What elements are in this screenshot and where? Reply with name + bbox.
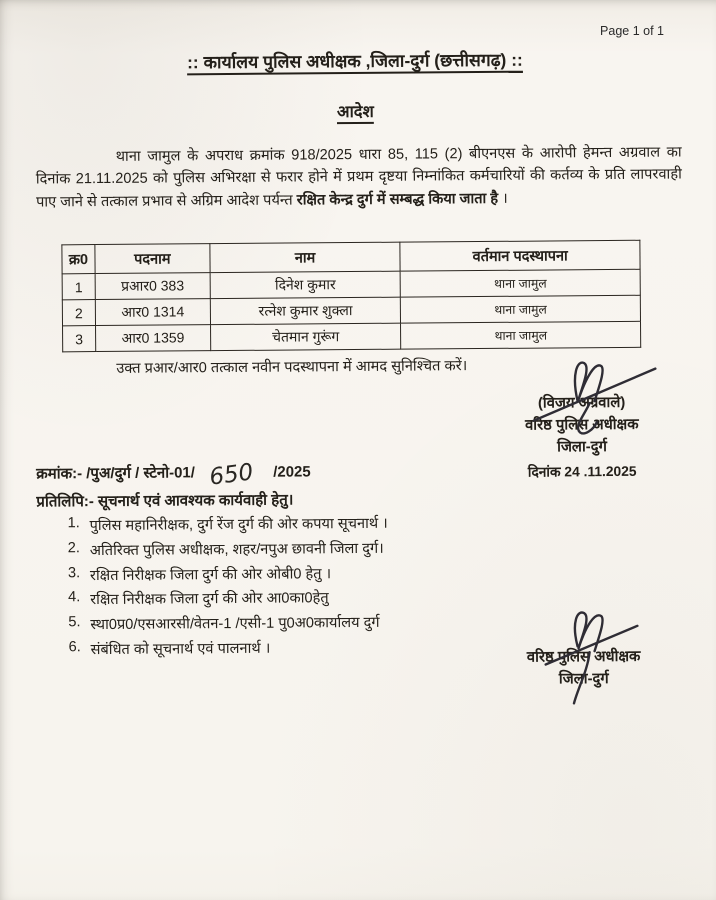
cell-posting: थाना जामुल	[401, 269, 641, 297]
col-header-posting: वर्तमान पदस्थापना	[400, 240, 640, 271]
signatory-designation: वरिष्ठ पुलिस अधीक्षक	[524, 416, 639, 434]
list-item-text: स्था0प्र0/एसआरसी/वेतन-1 /एसी-1 पु0अ0कार्यालय दुर्ग	[90, 615, 380, 634]
signature-ink-bottom	[533, 608, 654, 714]
list-item-text: रक्षित निरीक्षक जिला दुर्ग की ओर ओबी0 हेतु ।	[89, 565, 332, 584]
list-item-number: 1.	[67, 515, 80, 532]
signatory-district: जिला-दुर्ग	[557, 439, 607, 456]
col-header-name: नाम	[210, 242, 401, 272]
cell-posting: थाना जामुल	[401, 295, 641, 323]
signature-block-bottom	[493, 616, 674, 689]
list-item	[68, 513, 388, 540]
copy-to-list	[68, 513, 389, 664]
cell-serial: 1	[62, 274, 95, 300]
list-item-number: 6.	[68, 639, 81, 656]
list-item-text: संबंधित को सूचनार्थ एवं पालनार्थ ।	[90, 640, 271, 659]
dispatch-suffix: /2025	[273, 463, 311, 481]
personnel-table	[61, 240, 641, 353]
cell-rank: आर0 1359	[95, 325, 210, 352]
handwritten-dispatch-number: 650	[207, 459, 255, 491]
cell-serial: 3	[63, 326, 96, 352]
list-item-text: पुलिस महानिरीक्षक, दुर्ग रेंज दुर्ग की ओर कपया सूचनार्थ ।	[89, 515, 388, 535]
signatory-district: जिला-दुर्ग	[558, 671, 609, 688]
list-item	[68, 587, 388, 614]
col-header-serial: क्र0	[62, 245, 95, 274]
list-item	[68, 637, 388, 664]
signatory-name: (विजय अग्रवाले)	[537, 394, 626, 412]
cell-rank: आर0 1314	[95, 299, 210, 326]
cell-serial: 2	[62, 300, 95, 326]
list-item-text: रक्षित निरीक्षक जिला दुर्ग की ओर आ0का0हेतु	[90, 590, 329, 609]
signature-block-top	[491, 360, 672, 482]
order-paragraph-bold: रक्षित केन्द्र दुर्ग में सम्बद्ध किया जाता है	[296, 190, 499, 209]
cell-name: चेतमान गुरूंग	[210, 323, 401, 350]
cell-rank: प्रआर0 383	[95, 273, 210, 300]
copy-to-heading: प्रतिलिपि:- सूचनार्थ एवं आवश्यक कार्यवाही हेतु।	[36, 491, 294, 511]
table-row	[63, 321, 641, 352]
list-item-text: अतिरिक्त पुलिस अधीक्षक, शहर/नपुअ छावनी जिला दुर्ग।	[89, 540, 384, 559]
dispatch-prefix: क्रमांक:- /पुअ/दुर्ग / स्टेनो-01/	[36, 464, 195, 483]
signature-ink-top	[519, 356, 670, 442]
list-item	[68, 562, 388, 589]
order-paragraph-main: थाना जामुल के अपराध क्रमांक 918/2025 धारा 85, 115 (2) बीएनएस के आरोपी हेमन्त अग्रवाल का दिनांक 21.11.2025 को पुलिस अभिरक्षा से फरार होने में प्रथम दृष्टया निम्नांकित कर्मचारियों की कर्तव्य के प्रति लापरवाही पाए जाने से तत्काल प्रभाव से अग्रिम आदेश पर्यन्त	[35, 144, 682, 211]
order-heading: आदेश	[336, 102, 374, 122]
cell-name: दिनेश कुमार	[210, 271, 401, 298]
table-header-row	[62, 240, 640, 274]
list-item-number: 3.	[67, 564, 81, 581]
cell-posting: थाना जामुल	[401, 321, 641, 349]
list-item	[68, 538, 388, 565]
office-title: :: कार्यालय पुलिस अधीक्षक ,जिला-दुर्ग (छत्तीसगढ़) ::	[186, 49, 523, 73]
dispatch-number-line	[36, 459, 311, 491]
page-number: Page 1 of 1	[600, 24, 664, 38]
order-date: दिनांक 24 .11.2025	[527, 463, 637, 480]
order-paragraph-end: ।	[502, 190, 508, 207]
col-header-rank: पदनाम	[95, 244, 210, 274]
list-item-number: 2.	[67, 539, 80, 557]
list-item-number: 4.	[68, 589, 81, 606]
list-item	[68, 612, 388, 639]
list-item-number: 5.	[68, 614, 81, 631]
instruction-line: उक्त प्रआर/आर0 तत्काल नवीन पदस्थापना में आमद सुनिश्चित करें।	[116, 358, 468, 377]
signatory-designation: वरिष्ठ पुलिस अधीक्षक	[526, 648, 641, 666]
order-paragraph	[36, 141, 683, 213]
cell-name: रत्नेश कुमार शुक्ला	[210, 297, 401, 324]
